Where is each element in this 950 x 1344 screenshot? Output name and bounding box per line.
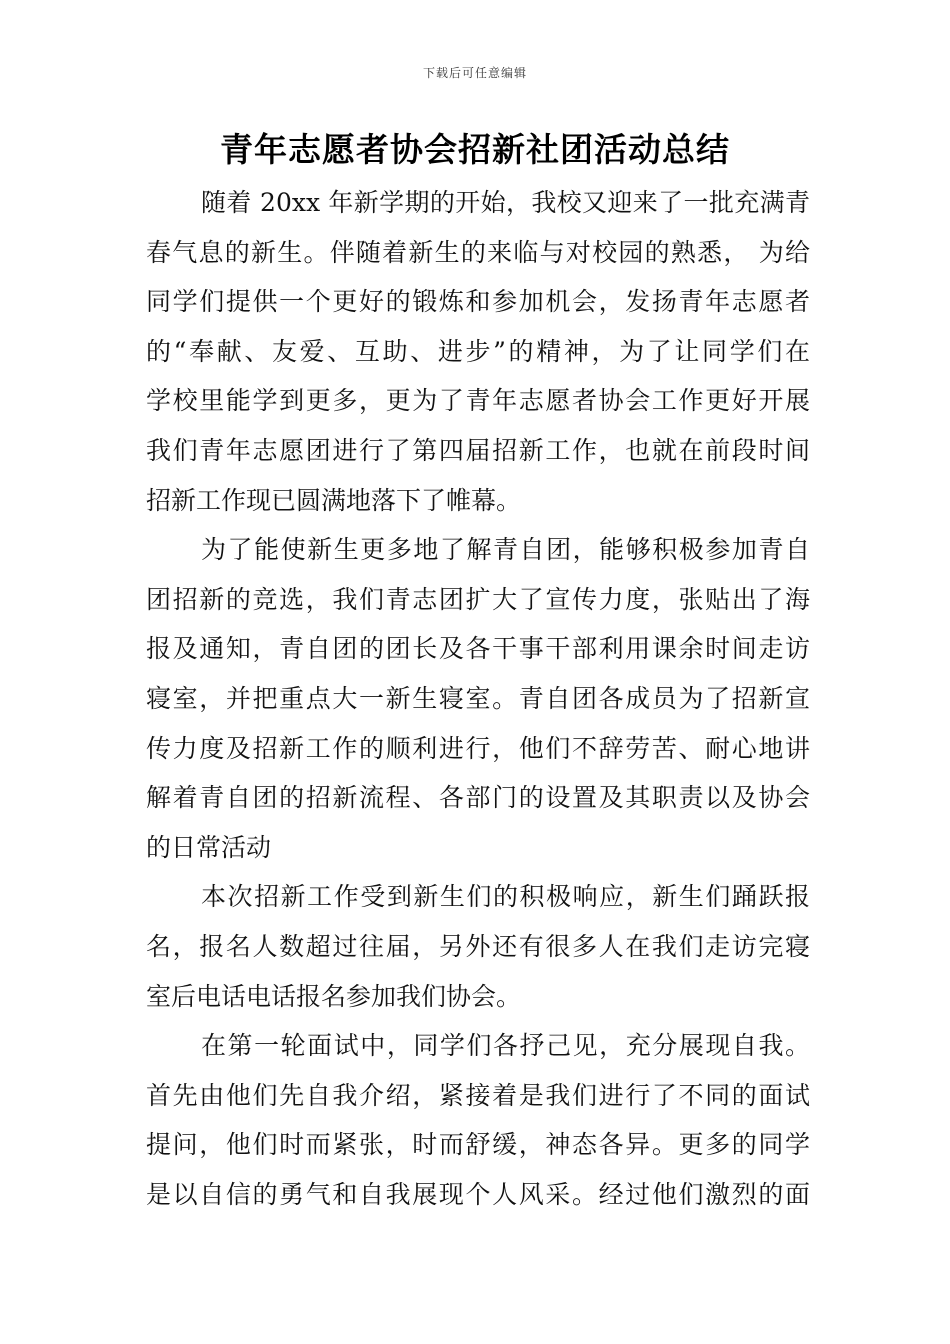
text-line: 的日常活动 [146, 832, 272, 862]
text-line: 本次招新工作受到新生们的积极响应，新生们踊跃报 [201, 882, 810, 912]
text-line: 招新工作现已圆满地落下了帷幕。 [146, 485, 522, 515]
text-line: 提问，他们时而紧张，时而舒缓，神态各异。更多的同学 [146, 1130, 810, 1160]
text-line: 同学们提供一个更好的锻炼和参加机会，发扬青年志愿者 [146, 287, 810, 317]
paragraph [146, 525, 810, 872]
text-line: 为了能使新生更多地了解青自团，能够积极参加青自 [201, 535, 810, 565]
text-line: 我们青年志愿团进行了第四届招新工作，也就在前段时间 [146, 435, 810, 465]
text-line: 室后电话电话报名参加我们协会。 [146, 981, 522, 1011]
text-line: 春气息的新生。伴随着新生的来临与对校园的熟悉， 为给 [146, 237, 810, 267]
text-line: 传力度及招新工作的顺利进行，他们不辞劳苦、耐心地讲 [146, 733, 810, 763]
text-line: 寝室，并把重点大一新生寝室。青自团各成员为了招新宣 [146, 683, 810, 713]
text-line: 首先由他们先自我介绍，紧接着是我们进行了不同的面试 [146, 1080, 810, 1110]
text-line: 的“奉献、友爱、互助、进步”的精神，为了让同学们在 [146, 336, 810, 366]
header-note: 下载后可任意编辑 [422, 66, 527, 80]
text-line: 团招新的竞选，我们青志团扩大了宣传力度，张贴出了海 [146, 584, 810, 614]
paragraph [146, 872, 810, 1021]
text-line: 名，报名人数超过往届，另外还有很多人在我们走访完寝 [146, 931, 810, 961]
text-line: 在第一轮面试中，同学们各抒己见，充分展现自我。 [201, 1031, 810, 1061]
paragraph [146, 178, 810, 525]
text-line: 是以自信的勇气和自我展现个人风采。经过他们激烈的面 [146, 1179, 810, 1209]
document-body [146, 178, 810, 1219]
paragraph [146, 1021, 810, 1219]
text-line: 报及通知，青自团的团长及各干事干部利用课余时间走访 [146, 634, 810, 664]
text-line: 解着青自团的招新流程、各部门的设置及其职责以及协会 [146, 783, 810, 813]
text-line: 学校里能学到更多，更为了青年志愿者协会工作更好开展 [146, 386, 810, 416]
document-title: 青年志愿者协会招新社团活动总结 [220, 130, 730, 169]
text-line: 随着 20xx 年新学期的开始，我校又迎来了一批充满青 [201, 188, 810, 217]
